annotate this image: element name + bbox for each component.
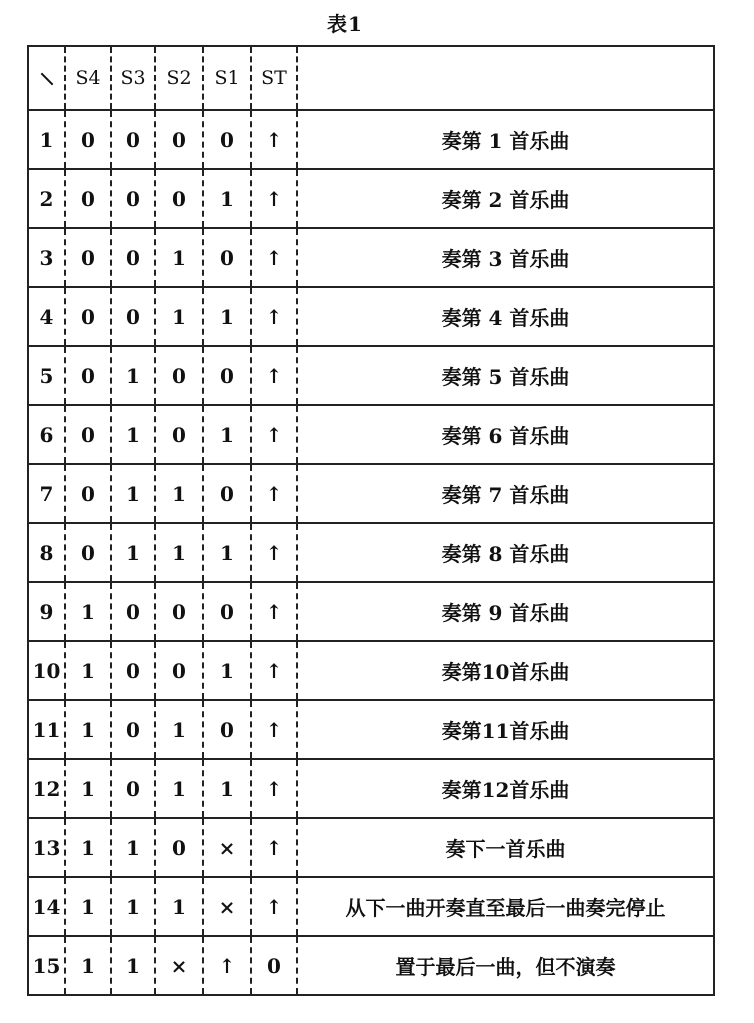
switch-state-cell: 0 <box>155 405 203 464</box>
row-number-cell: 12 <box>28 759 65 818</box>
switch-state-cell: 1 <box>65 936 111 995</box>
switch-state-cell: 1 <box>111 405 155 464</box>
description-cell: 奏第 4 首乐曲 <box>297 287 714 346</box>
switch-state-cell: 1 <box>155 523 203 582</box>
switch-state-cell: ↑ <box>251 818 297 877</box>
switch-state-cell: 0 <box>203 110 251 169</box>
switch-state-cell: 1 <box>203 169 251 228</box>
table-row <box>28 287 714 346</box>
switch-state-cell: 0 <box>65 464 111 523</box>
switch-state-cell: × <box>155 936 203 995</box>
row-number-cell: 11 <box>28 700 65 759</box>
switch-state-cell: 0 <box>203 228 251 287</box>
header-cell: S3 <box>111 46 155 110</box>
switch-state-cell: ↑ <box>251 405 297 464</box>
switch-state-cell: ↑ <box>251 700 297 759</box>
switch-state-cell: 1 <box>155 700 203 759</box>
switch-state-cell: 0 <box>111 169 155 228</box>
switch-state-cell: 0 <box>65 228 111 287</box>
description-cell: 从下一曲开奏直至最后一曲奏完停止 <box>297 877 714 936</box>
switch-state-cell: 1 <box>65 641 111 700</box>
switch-state-cell: 0 <box>111 228 155 287</box>
table-title: 表1 <box>327 12 363 36</box>
switch-state-cell: 0 <box>111 582 155 641</box>
row-number-cell: 1 <box>28 110 65 169</box>
table-row <box>28 877 714 936</box>
switch-state-cell: ↑ <box>251 169 297 228</box>
description-cell: 奏第 7 首乐曲 <box>297 464 714 523</box>
switch-state-cell: 0 <box>155 110 203 169</box>
table-row <box>28 405 714 464</box>
switch-state-cell: 0 <box>155 818 203 877</box>
switch-state-cell: 1 <box>111 346 155 405</box>
description-cell: 奏第 6 首乐曲 <box>297 405 714 464</box>
switch-state-cell: 1 <box>111 523 155 582</box>
switch-state-cell: 0 <box>155 346 203 405</box>
description-cell: 奏第11首乐曲 <box>297 700 714 759</box>
row-number-cell: 9 <box>28 582 65 641</box>
description-cell: 奏第10首乐曲 <box>297 641 714 700</box>
switch-state-cell: × <box>203 877 251 936</box>
header-row <box>28 46 714 110</box>
switch-state-cell: ↑ <box>203 936 251 995</box>
description-cell: 奏第 9 首乐曲 <box>297 582 714 641</box>
switch-state-cell: 1 <box>203 287 251 346</box>
row-number-cell: 13 <box>28 818 65 877</box>
switch-state-cell: 1 <box>203 523 251 582</box>
diagonal-slash-icon <box>40 73 53 86</box>
table-row <box>28 169 714 228</box>
description-cell: 奏第 8 首乐曲 <box>297 523 714 582</box>
switch-state-cell: ↑ <box>251 464 297 523</box>
switch-state-cell: 1 <box>155 759 203 818</box>
row-number-cell: 3 <box>28 228 65 287</box>
table-row <box>28 464 714 523</box>
description-cell: 奏第 2 首乐曲 <box>297 169 714 228</box>
switch-state-cell: 0 <box>65 405 111 464</box>
switch-state-cell: 1 <box>155 877 203 936</box>
switch-state-cell: 1 <box>65 582 111 641</box>
switch-state-cell: ↑ <box>251 110 297 169</box>
row-number-cell: 4 <box>28 287 65 346</box>
row-number-cell: 7 <box>28 464 65 523</box>
switch-state-cell: 0 <box>251 936 297 995</box>
switch-state-cell: ↑ <box>251 582 297 641</box>
description-cell: 奏下一首乐曲 <box>297 818 714 877</box>
switch-state-cell: 0 <box>203 346 251 405</box>
switch-state-cell: 0 <box>155 582 203 641</box>
header-cell: ST <box>251 46 297 110</box>
table-row <box>28 228 714 287</box>
switch-state-cell: ↑ <box>251 641 297 700</box>
switch-state-cell: 0 <box>111 287 155 346</box>
switch-state-cell: 1 <box>111 936 155 995</box>
table-row <box>28 700 714 759</box>
switch-state-cell: 1 <box>65 818 111 877</box>
table-row <box>28 818 714 877</box>
switch-state-cell: × <box>203 818 251 877</box>
switch-state-cell: 0 <box>203 464 251 523</box>
description-cell: 奏第 1 首乐曲 <box>297 110 714 169</box>
row-number-cell: 6 <box>28 405 65 464</box>
table-row <box>28 641 714 700</box>
switch-state-cell: ↑ <box>251 523 297 582</box>
switch-state-cell: ↑ <box>251 877 297 936</box>
switch-state-cell: 0 <box>65 110 111 169</box>
switch-state-cell: 1 <box>65 877 111 936</box>
switch-state-cell: 1 <box>65 759 111 818</box>
table-row <box>28 582 714 641</box>
switch-state-cell: ↑ <box>251 346 297 405</box>
table-row <box>28 110 714 169</box>
switch-state-cell: 0 <box>65 346 111 405</box>
switch-state-cell: 1 <box>111 818 155 877</box>
description-cell: 奏第12首乐曲 <box>297 759 714 818</box>
switch-state-cell: 1 <box>203 405 251 464</box>
switch-state-cell: 0 <box>111 759 155 818</box>
row-number-cell: 15 <box>28 936 65 995</box>
table-row <box>28 759 714 818</box>
switch-state-cell: 0 <box>111 641 155 700</box>
switch-state-cell: 1 <box>155 228 203 287</box>
description-cell: 奏第 5 首乐曲 <box>297 346 714 405</box>
corner-cell <box>28 46 65 110</box>
switch-state-cell: ↑ <box>251 287 297 346</box>
header-cell: S2 <box>155 46 203 110</box>
header-cell <box>297 46 714 110</box>
table-row <box>28 346 714 405</box>
row-number-cell: 10 <box>28 641 65 700</box>
table-row <box>28 936 714 995</box>
switch-state-cell: 1 <box>203 759 251 818</box>
switch-state-cell: 1 <box>155 464 203 523</box>
switch-state-cell: 0 <box>65 523 111 582</box>
switch-state-cell: 0 <box>155 169 203 228</box>
switch-state-cell: ↑ <box>251 228 297 287</box>
switch-state-cell: 0 <box>111 110 155 169</box>
switch-state-cell: 0 <box>65 287 111 346</box>
row-number-cell: 8 <box>28 523 65 582</box>
switch-state-cell: 1 <box>155 287 203 346</box>
row-number-cell: 2 <box>28 169 65 228</box>
table-row <box>28 523 714 582</box>
row-number-cell: 5 <box>28 346 65 405</box>
switch-state-cell: 0 <box>65 169 111 228</box>
truth-table <box>27 45 715 996</box>
switch-state-cell: 0 <box>111 700 155 759</box>
switch-state-cell: ↑ <box>251 759 297 818</box>
switch-state-cell: 1 <box>65 700 111 759</box>
description-cell: 置于最后一曲，但不演奏 <box>297 936 714 995</box>
switch-state-cell: 1 <box>111 464 155 523</box>
header-cell: S4 <box>65 46 111 110</box>
switch-state-cell: 0 <box>203 582 251 641</box>
switch-state-cell: 1 <box>111 877 155 936</box>
switch-state-cell: 1 <box>203 641 251 700</box>
header-cell: S1 <box>203 46 251 110</box>
switch-state-cell: 0 <box>203 700 251 759</box>
row-number-cell: 14 <box>28 877 65 936</box>
description-cell: 奏第 3 首乐曲 <box>297 228 714 287</box>
switch-state-cell: 0 <box>155 641 203 700</box>
table-body <box>28 46 714 995</box>
